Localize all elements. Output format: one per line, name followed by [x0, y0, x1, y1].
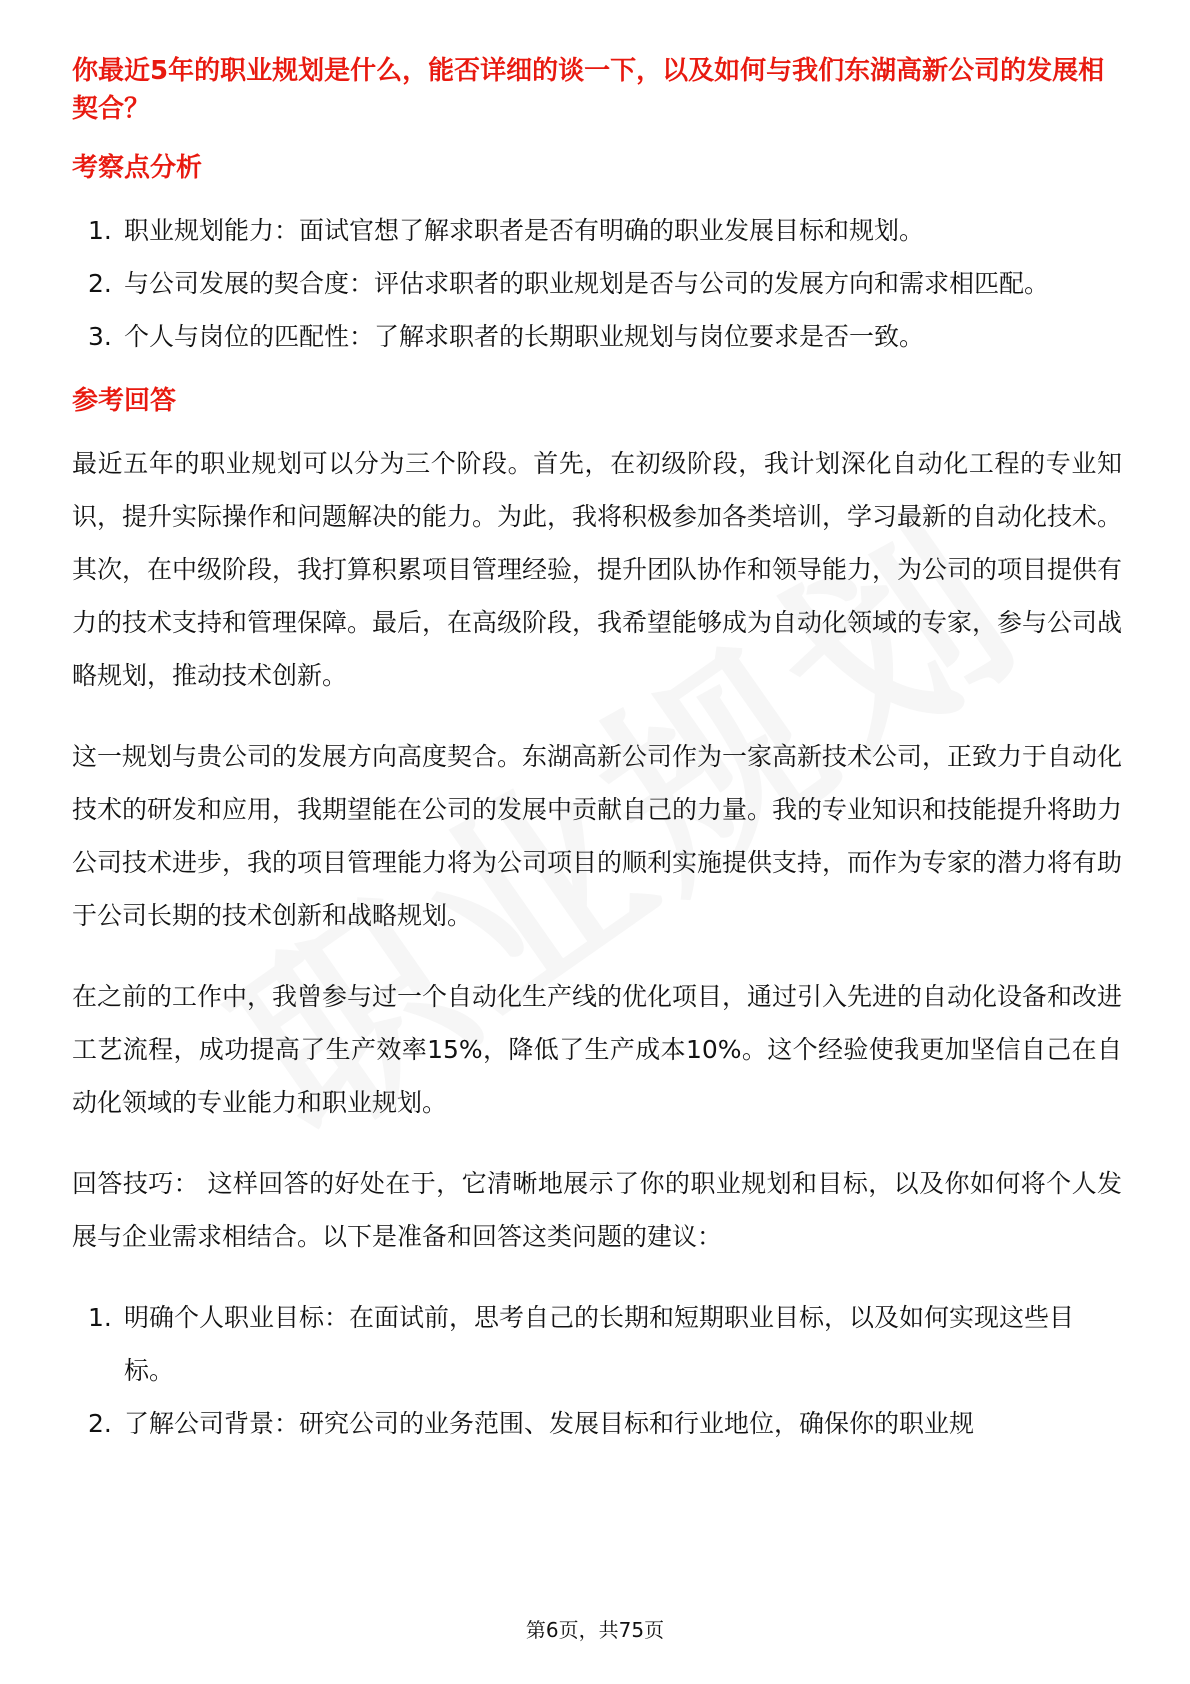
list-item: 2. 与公司发展的契合度：评估求职者的职业规划是否与公司的发展方向和需求相匹配。	[88, 269, 1050, 298]
tips-list	[72, 1291, 1122, 1450]
tips-paragraph: 回答技巧： 这样回答的好处在于，它清晰地展示了你的职业规划和目标，以及你如何将个人发展与企业需求相结合。以下是准备和回答这类问题的建议：	[72, 1169, 1122, 1251]
list-item: 2. 了解公司背景：研究公司的业务范围、发展目标和行业地位，确保你的职业规	[88, 1409, 975, 1438]
answer-paragraph: 这一规划与贵公司的发展方向高度契合。东湖高新公司作为一家高新技术公司，正致力于自动化技术的研发和应用，我期望能在公司的发展中贡献自己的力量。我的专业知识和技能提升将助力公司技术进步，我的项目管理能力将为公司项目的顺利实施提供支持，而作为专家的潜力将有助于公司长期的技术创新和战略规划。	[72, 742, 1123, 930]
analysis-section-title: 考察点分析	[72, 153, 203, 183]
document-page	[72, 52, 1122, 1470]
list-item: 1. 明确个人职业目标：在面试前，思考自己的长期和短期职业目标，以及如何实现这些目标。	[88, 1303, 1075, 1385]
answer-paragraph: 最近五年的职业规划可以分为三个阶段。首先，在初级阶段，我计划深化自动化工程的专业知识，提升实际操作和问题解决的能力。为此，我将积极参加各类培训，学习最新的自动化技术。其次，在中级阶段，我打算积累项目管理经验，提升团队协作和领导能力，为公司的项目提供有力的技术支持和管理保障。最后，在高级阶段，我希望能够成为自动化领域的专家，参与公司战略规划，推动技术创新。	[72, 449, 1123, 690]
list-item: 1. 职业规划能力：面试官想了解求职者是否有明确的职业发展目标和规划。	[88, 216, 925, 245]
answer-paragraph: 在之前的工作中，我曾参与过一个自动化生产线的优化项目，通过引入先进的自动化设备和改进工艺流程，成功提高了生产效率15%，降低了生产成本10%。这个经验使我更加坚信自己在自动化领域的专业能力和职业规划。	[72, 982, 1123, 1117]
page-footer: 第6页，共75页	[525, 1618, 665, 1642]
question-heading: 你最近5年的职业规划是什么，能否详细的谈一下，以及如何与我们东湖高新公司的发展相契合？	[72, 56, 1105, 124]
answer-section-title: 参考回答	[72, 386, 177, 416]
analysis-list	[72, 204, 1122, 363]
list-item: 3. 个人与岗位的匹配性：了解求职者的长期职业规划与岗位要求是否一致。	[88, 322, 925, 351]
